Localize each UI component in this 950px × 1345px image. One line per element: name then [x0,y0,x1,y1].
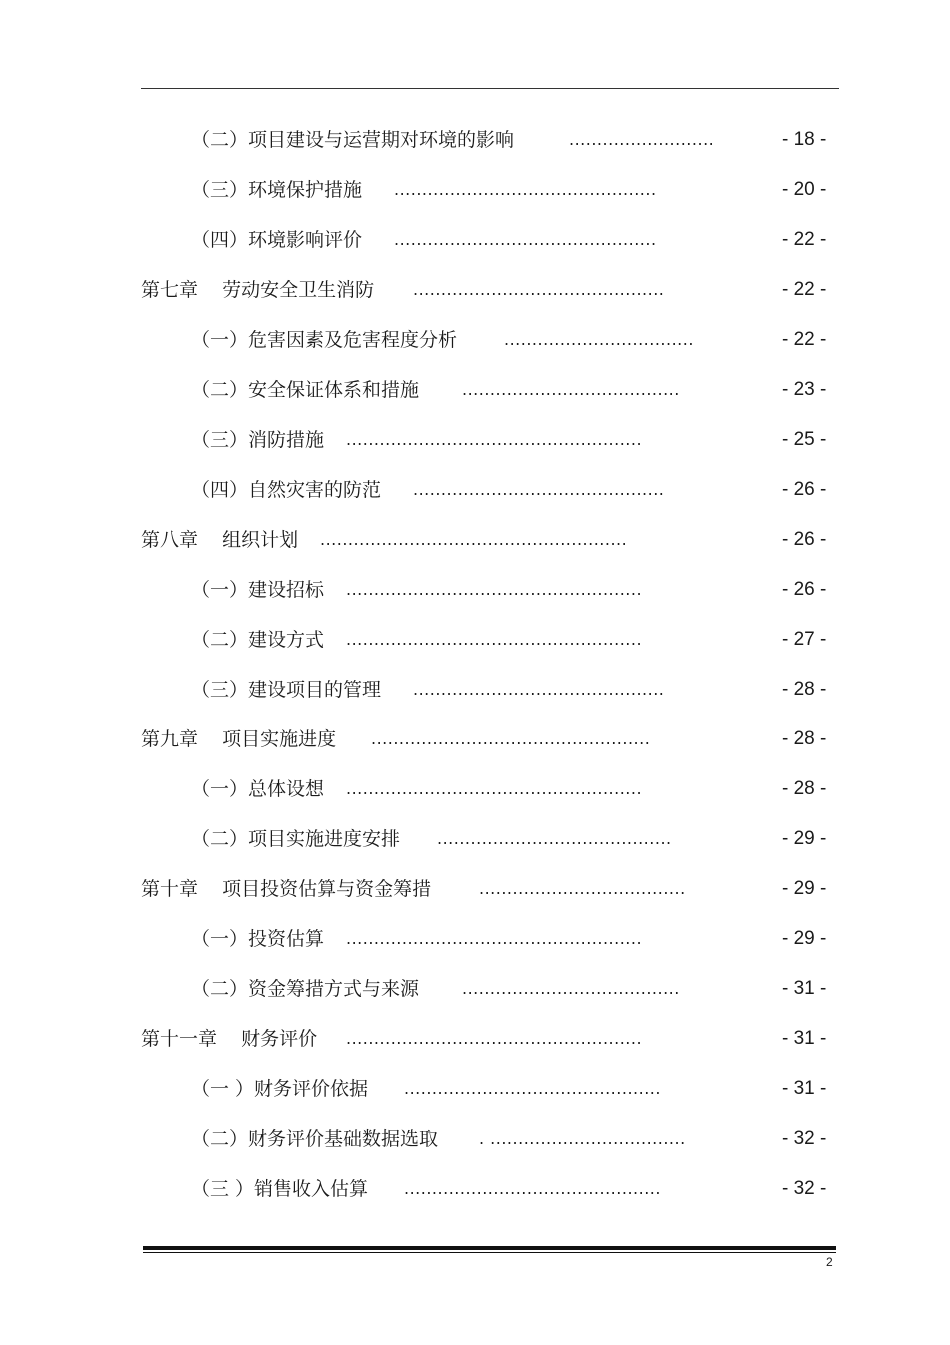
toc-entry-label: （一）危害因素及危害程度分析 [191,329,458,351]
toc-leader-dots: .............................................. [404,1179,661,1198]
toc-entry-page: - 31 - [782,1028,827,1049]
toc-leader-dots: ....................................................... [320,530,628,549]
header-rule [141,88,839,89]
toc-entry-label: （三 ）销售收入估算 [191,1178,369,1200]
toc-leader-dots: ..................................................... [346,1029,643,1048]
toc-leader-dots: ............................................. [413,480,665,499]
toc-entry-label: （四）自然灾害的防范 [191,479,382,501]
toc-leader-dots: ..................................... [479,879,686,898]
toc-entry-page: - 22 - [782,329,827,350]
toc-entry-page: - 29 - [782,928,827,949]
toc-entry-label: （一 ）财务评价依据 [191,1078,369,1100]
toc-entry-page: - 28 - [782,728,827,749]
toc-entry-label: （一）投资估算 [191,928,325,950]
toc-leader-dots: ............................................... [394,180,657,199]
toc-entry-label: 第八章 组织计划 [141,529,299,551]
toc-leader-dots: .................................................. [371,729,651,748]
toc-entry-page: - 26 - [782,579,827,600]
toc-entry-label: 第七章 劳动安全卫生消防 [141,279,375,301]
toc-leader-dots: ............................................. [413,280,665,299]
toc-entry-label: （三）建设项目的管理 [191,679,382,701]
toc-leader-dots: ..................................................... [346,779,643,798]
toc-entry-page: - 25 - [782,429,827,450]
toc-entry-page: - 27 - [782,629,827,650]
toc-entry-page: - 29 - [782,828,827,849]
toc-entry-page: - 28 - [782,778,827,799]
toc-leader-dots: ............................................... [394,230,657,249]
toc-leader-dots: .......................... [569,130,715,149]
toc-entry-page: - 32 - [782,1128,827,1149]
toc-entry-label: （一）建设招标 [191,579,325,601]
toc-leader-dots: ..................................................... [346,580,643,599]
toc-entry-page: - 22 - [782,279,827,300]
footer-rule-thick [143,1246,836,1250]
toc-entry-label: （二）项目建设与运营期对环境的影响 [191,129,515,151]
toc-entry-label: （二）项目实施进度安排 [191,828,401,850]
toc-leader-dots: .......................................... [437,829,672,848]
toc-entry-page: - 23 - [782,379,827,400]
toc-entry-page: - 26 - [782,479,827,500]
toc-entry-label: 第九章 项目实施进度 [141,728,337,750]
toc-leader-dots: ..................................................... [346,630,643,649]
toc-leader-dots: ............................................. [413,680,665,699]
toc-entry-label: （二）安全保证体系和措施 [191,379,420,401]
toc-leader-dots: . ................................... [479,1129,686,1148]
toc-entry-page: - 26 - [782,529,827,550]
toc-leader-dots: ..................................................... [346,929,643,948]
toc-entry-label: （三）消防措施 [191,429,325,451]
toc-entry-label: 第十一章 财务评价 [141,1028,318,1050]
toc-leader-dots: ....................................... [462,979,680,998]
toc-entry-page: - 31 - [782,978,827,999]
toc-entry-label: （四）环境影响评价 [191,229,363,251]
toc-entry-page: - 32 - [782,1178,827,1199]
toc-entry-label: （三）环境保护措施 [191,179,363,201]
toc-leader-dots: .................................. [504,330,694,349]
toc-entry-page: - 31 - [782,1078,827,1099]
toc-entry-label: （一）总体设想 [191,778,325,800]
toc-entry-page: - 18 - [782,129,827,150]
toc-leader-dots: ..................................................... [346,430,643,449]
toc-leader-dots: .............................................. [404,1079,661,1098]
toc-entry-page: - 22 - [782,229,827,250]
toc-entry-label: 第十章 项目投资估算与资金筹措 [141,878,432,900]
toc-entry-label: （二）资金筹措方式与来源 [191,978,420,1000]
toc-entry-page: - 20 - [782,179,827,200]
page-number: 2 [826,1255,833,1269]
toc-entry-page: - 28 - [782,679,827,700]
toc-entry-label: （二）财务评价基础数据选取 [191,1128,439,1150]
toc-entry-label: （二）建设方式 [191,629,325,651]
footer-rule-thin [143,1252,836,1253]
toc-entry-page: - 29 - [782,878,827,899]
toc-leader-dots: ....................................... [462,380,680,399]
